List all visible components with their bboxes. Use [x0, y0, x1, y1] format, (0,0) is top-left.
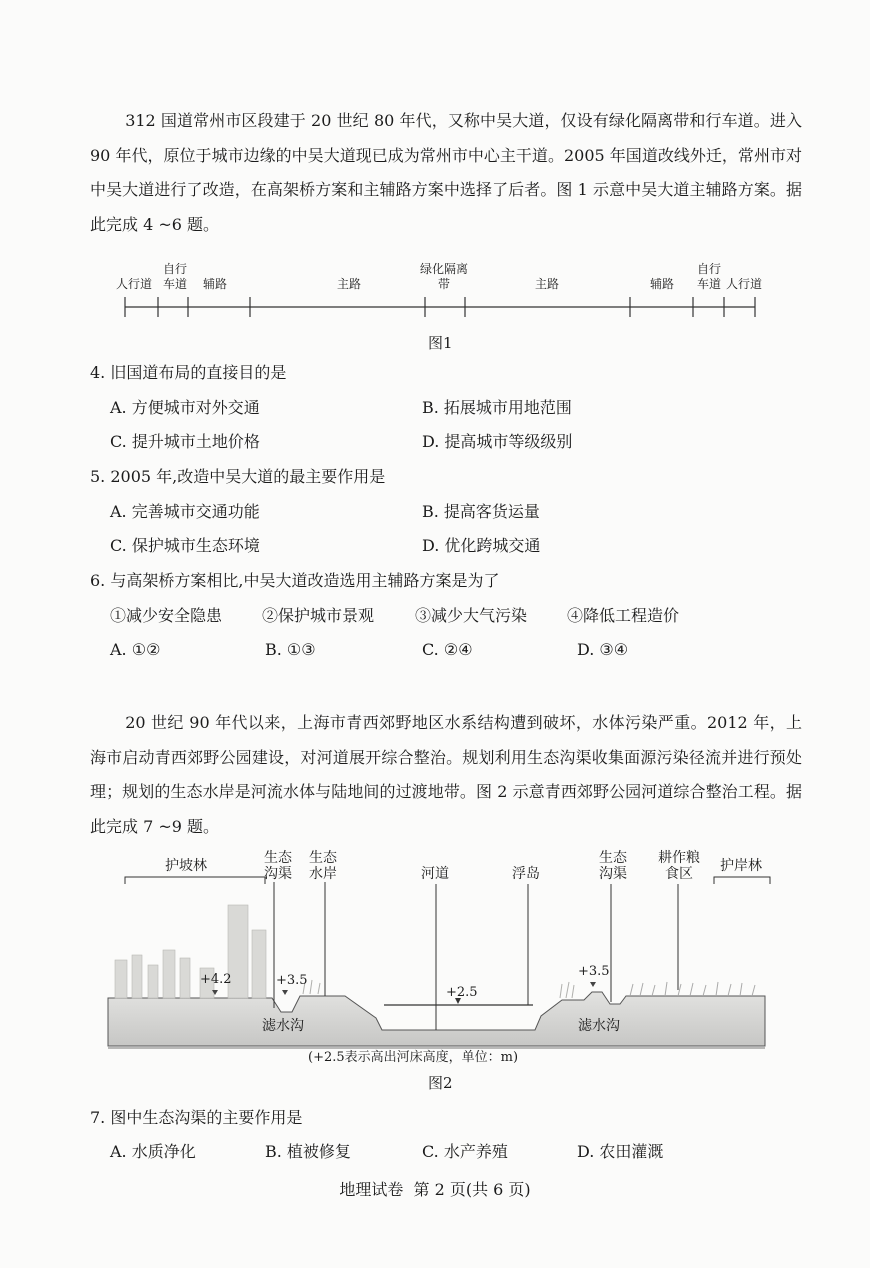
question-6-item-2: ②保护城市景观 — [262, 606, 375, 625]
question-5-stem: 5. 2005 年,改造中吴大道的最主要作用是 — [90, 467, 386, 486]
question-4-option-d: D. 提高城市等级级别 — [422, 432, 573, 451]
height-label-river: +2.5 — [446, 985, 478, 1000]
question-6-item-4: ④降低工程造价 — [567, 606, 680, 625]
figure-1-caption: 图1 — [428, 334, 453, 352]
label-filter-ditch-left: 滤水沟 — [262, 1018, 304, 1034]
question-6-item-1: ①减少安全隐患 — [110, 606, 223, 625]
height-label-right-ditch: +3.5 — [578, 964, 610, 979]
label-floating-island: 浮岛 — [512, 866, 540, 882]
label-main-road-left: 主路 — [337, 277, 362, 291]
figure-2-note: (+2.5表示高出河床高度，单位：m) — [308, 1050, 519, 1065]
question-7-option-b: B. 植被修复 — [265, 1142, 351, 1161]
label-bike-lane-right: 自行车道 — [696, 262, 721, 291]
slope-forest — [115, 905, 266, 998]
label-river: 河道 — [421, 866, 449, 882]
height-label-left-slope: +4.2 — [200, 972, 232, 987]
question-6-option-a: A. ①② — [110, 640, 161, 659]
question-4-stem: 4. 旧国道布局的直接目的是 — [90, 363, 287, 382]
question-4-option-c: C. 提升城市土地价格 — [110, 432, 260, 451]
question-6-option-d: D. ③④ — [577, 640, 629, 659]
label-bank-forest: 护岸林 — [720, 858, 762, 874]
label-green-belt: 绿化隔离带 — [420, 262, 469, 291]
label-slope-forest: 护坡林 — [165, 858, 207, 874]
question-6-option-b: B. ①③ — [265, 640, 316, 659]
question-6-stem: 6. 与高架桥方案相比,中吴大道改造选用主辅路方案是为了 — [90, 571, 500, 590]
figure-2-caption: 图2 — [428, 1074, 453, 1092]
page-footer: 地理试卷 第 2 页(共 6 页) — [339, 1180, 531, 1199]
question-5-option-d: D. 优化跨城交通 — [422, 536, 541, 555]
question-5-option-b: B. 提高客货运量 — [422, 502, 540, 521]
farm-vegetation — [630, 982, 755, 996]
label-ecological-ditch-left: 生态沟渠 — [264, 850, 292, 882]
question-5-option-c: C. 保护城市生态环境 — [110, 536, 260, 555]
passage-1-text: 312 国道常州市区段建于 20 世纪 80 年代，又称中吴大道，仅设有绿化隔离带和行车道。进入 90 年代，原位于城市边缘的中吴大道现已成为常州市中心主干道。2005 年国道改线外迁，常州市对中吴大道进行了改造，在高架桥方案和主辅路方案中选择了后者。图 1 示意中吴大道主辅路方案。据此完成 4 ~6 题。 — [90, 111, 802, 234]
question-4-option-b: B. 拓展城市用地范围 — [422, 398, 572, 417]
height-marker — [282, 990, 288, 995]
label-filter-ditch-right: 滤水沟 — [578, 1018, 620, 1034]
label-ecological-bank: 生态水岸 — [309, 850, 337, 882]
label-auxiliary-road-left: 辅路 — [203, 277, 228, 291]
label-main-road-right: 主路 — [535, 277, 560, 291]
label-sidewalk-right: 人行道 — [726, 277, 763, 291]
label-bike-lane-left: 自行车道 — [162, 262, 187, 291]
question-7-stem: 7. 图中生态沟渠的主要作用是 — [90, 1108, 303, 1127]
question-4-option-a: A. 方便城市对外交通 — [110, 398, 260, 417]
slope-forest-bracket — [125, 877, 265, 884]
label-farmland: 耕作粮食区 — [658, 850, 700, 882]
height-marker — [590, 982, 596, 987]
question-6-option-c: C. ②④ — [422, 640, 473, 659]
label-auxiliary-road-right: 辅路 — [650, 277, 675, 291]
bank-plants — [303, 980, 574, 998]
question-6-item-3: ③减少大气污染 — [415, 606, 528, 625]
bank-forest-bracket — [714, 877, 770, 884]
label-sidewalk-left: 人行道 — [116, 277, 153, 291]
question-7-option-d: D. 农田灌溉 — [577, 1142, 664, 1161]
height-label-left-ditch: +3.5 — [276, 973, 308, 988]
passage-2-text: 20 世纪 90 年代以来，上海市青西郊野地区水系结构遭到破坏，水体污染严重。2012 年，上海市启动青西郊野公园建设，对河道展开综合整治。规划利用生态沟渠收集面源污染径流并进行预处理；规划的生态水岸是河流水体与陆地间的过渡地带。图 2 示意青西郊野公园河道综合整治工程。据此完成 7 ~9 题。 — [90, 713, 802, 836]
question-7-option-c: C. 水产养殖 — [422, 1142, 508, 1161]
question-7-option-a: A. 水质净化 — [110, 1142, 196, 1161]
label-ecological-ditch-right: 生态沟渠 — [599, 850, 627, 882]
question-5-option-a: A. 完善城市交通功能 — [110, 502, 260, 521]
